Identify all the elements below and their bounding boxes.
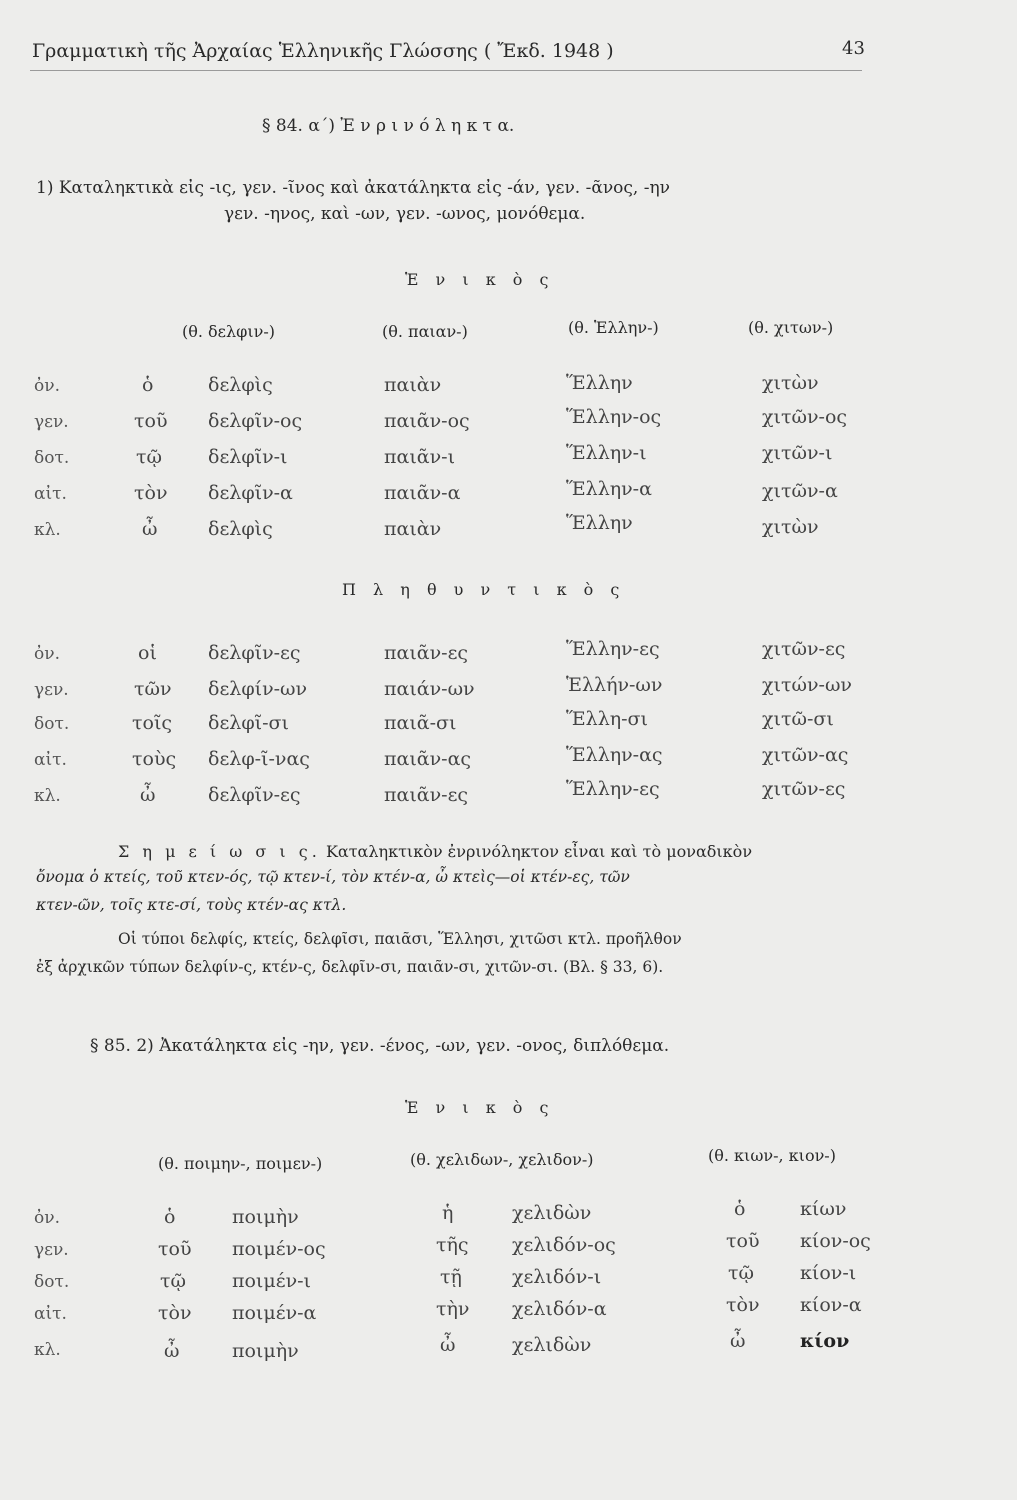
form-cell: Ἑλλήν-ων — [566, 674, 663, 696]
case-label: γεν. — [34, 1240, 69, 1260]
form-cell: χιτὼν — [762, 372, 819, 394]
article: τοῦ — [158, 1238, 192, 1260]
article: ὦ — [730, 1330, 746, 1352]
article: ὁ — [164, 1206, 176, 1228]
form-cell: χιτὼν — [762, 516, 819, 538]
article: τὸν — [726, 1294, 760, 1316]
case-label: κλ. — [34, 520, 61, 540]
singular-title: Ἑ ν ι κ ὸ ς — [405, 270, 555, 289]
article: τῷ — [160, 1270, 187, 1292]
case-label: δοτ. — [34, 448, 70, 468]
section-85-heading: § 85. 2) Ἀκατάληκτα εἰς -ην, γεν. -ένος, -ων, γεν. -ονος, διπλόθεμα. — [90, 1036, 670, 1056]
form-cell: χιτῶν-ας — [762, 744, 849, 766]
article: ὦ — [164, 1340, 180, 1362]
note-line: ἐξ ἀρχικῶν τύπων δελφίν-ς, κτέν-ς, δελφῖν-σι, παιᾶν-σι, χιτῶν-σι. (Βλ. § 33, 6). — [36, 958, 664, 976]
article: τῶν — [134, 678, 172, 700]
form-cell: παιὰν — [384, 374, 442, 396]
form-cell: Ἕλλην-α — [566, 478, 652, 500]
article: τοῦ — [726, 1230, 760, 1252]
article: ὦ — [440, 1334, 456, 1356]
form-cell: παιάν-ων — [384, 678, 475, 700]
form-cell: δελφίν-ων — [208, 678, 308, 700]
case-label: αἰτ. — [34, 750, 67, 770]
article: ὁ — [142, 374, 154, 396]
stem-header: (θ. δελφιν-) — [182, 322, 275, 341]
form-cell: παιᾶν-ας — [384, 748, 472, 770]
form-cell: παιὰν — [384, 518, 442, 540]
form-cell: χελιδόν-ος — [512, 1234, 616, 1256]
stem-header: (θ. Ἑλλην-) — [568, 318, 659, 337]
form-cell: Ἕλλην-ος — [566, 406, 662, 428]
note-line — [118, 842, 752, 861]
singular-title: Ἑ ν ι κ ὸ ς — [405, 1098, 555, 1117]
note-label: Σ η μ ε ί ω σ ι ς. — [118, 842, 321, 861]
header-rule — [30, 70, 862, 71]
form-cell: χελιδὼν — [512, 1334, 592, 1356]
form-cell: δελφῖν-α — [208, 482, 293, 504]
stem-header: (θ. κιων-, κιον-) — [708, 1146, 836, 1165]
form-cell: παιᾶν-ος — [384, 410, 470, 432]
form-cell: παιᾶν-α — [384, 482, 461, 504]
case-label: αἰτ. — [34, 1304, 67, 1324]
form-cell: δελφῖν-ος — [208, 410, 303, 432]
form-cell: δελφ-ῖ-νας — [208, 748, 310, 770]
article: ἡ — [442, 1202, 454, 1224]
article: οἱ — [138, 642, 157, 664]
form-cell: χελιδόν-α — [512, 1298, 607, 1320]
case-label: γεν. — [34, 680, 69, 700]
form-cell: χιτῶν-ος — [762, 406, 848, 428]
form-cell: Ἕλλην-ες — [566, 638, 660, 660]
case-label: αἰτ. — [34, 484, 67, 504]
form-cell: χιτῶ-σι — [762, 708, 834, 730]
form-cell: ποιμέν-α — [232, 1302, 317, 1324]
form-cell: Ἕλλην — [566, 372, 633, 394]
case-label: ὀν. — [34, 644, 60, 664]
form-cell: κίον-ος — [800, 1230, 871, 1252]
form-cell: παιᾶν-ι — [384, 446, 456, 468]
stem-header: (θ. παιαν-) — [382, 322, 468, 341]
form-cell: ποιμέν-ος — [232, 1238, 326, 1260]
case-label: ὀν. — [34, 376, 60, 396]
case-label: κλ. — [34, 786, 61, 806]
form-cell: χιτῶν-α — [762, 480, 838, 502]
case-label: δοτ. — [34, 1272, 70, 1292]
case-label: κλ. — [34, 1340, 61, 1360]
plural-title: Π λ η θ υ ν τ ι κ ὸ ς — [342, 580, 626, 599]
article: τῇ — [440, 1266, 462, 1288]
stem-header: (θ. χελιδων-, χελιδον-) — [410, 1150, 594, 1169]
form-cell: δελφῖν-ες — [208, 642, 301, 664]
form-cell: χιτῶν-ες — [762, 778, 846, 800]
form-cell: χελιδόν-ι — [512, 1266, 602, 1288]
article: ὦ — [140, 784, 156, 806]
note-line: κτεν-ῶν, τοῖς κτε-σί, τοὺς κτέν-ας κτλ. — [36, 896, 347, 914]
note-line: ὄνομα ὁ κτείς, τοῦ κτεν-ός, τῷ κτεν-ί, τὸν κτέν-α, ὦ κτεὶς—οἱ κτέν-ες, τῶν — [36, 868, 630, 886]
rule-line-2: γεν. -ηνος, καὶ -ων, γεν. -ωνος, μονόθεμα. — [224, 204, 586, 224]
form-cell: χιτῶν-ες — [762, 638, 846, 660]
form-cell: κίων — [800, 1198, 847, 1220]
form-cell: παιᾶν-ες — [384, 784, 469, 806]
article: τὴν — [436, 1298, 470, 1320]
article: ὦ — [142, 518, 158, 540]
section-84-heading: § 84. α΄) Ἐ ν ρ ι ν ό λ η κ τ α. — [262, 116, 515, 136]
article: τοῖς — [132, 712, 173, 734]
form-cell: δελφῖν-ι — [208, 446, 288, 468]
article: τοῦ — [134, 410, 168, 432]
form-cell: Ἕλλη-σι — [566, 708, 648, 730]
article: τὸν — [158, 1302, 192, 1324]
case-label: ὀν. — [34, 1208, 60, 1228]
stem-header: (θ. χιτων-) — [748, 318, 834, 337]
rule-line-1: 1) Καταληκτικὰ εἰς -ις, γεν. -ῖνος καὶ ἀκατάληκτα εἰς -άν, γεν. -ᾶνος, -ην — [36, 178, 671, 198]
form-cell: παιᾶ-σι — [384, 712, 457, 734]
case-label: γεν. — [34, 412, 69, 432]
form-cell: Ἕλλην-ες — [566, 778, 660, 800]
form-cell: παιᾶν-ες — [384, 642, 469, 664]
form-cell: δελφῖν-ες — [208, 784, 301, 806]
form-cell: ποιμὴν — [232, 1206, 299, 1228]
note-line: Οἱ τύποι δελφίς, κτείς, δελφῖσι, παιᾶσι, Ἕλλησι, χιτῶσι κτλ. προῆλθον — [118, 930, 682, 948]
form-cell: χιτών-ων — [762, 674, 852, 696]
article: τοὺς — [132, 748, 177, 770]
form-cell: ποιμὴν — [232, 1340, 299, 1362]
article: ὁ — [734, 1198, 746, 1220]
stem-header: (θ. ποιμην-, ποιμεν-) — [158, 1154, 323, 1173]
case-label: δοτ. — [34, 714, 70, 734]
form-cell: χιτῶν-ι — [762, 442, 833, 464]
form-cell: χελιδὼν — [512, 1202, 592, 1224]
running-header: Γραμματικὴ τῆς Ἀρχαίας Ἑλληνικῆς Γλώσσης ( Ἔκδ. 1948 ) — [32, 40, 614, 62]
form-cell: δελφὶς — [208, 374, 273, 396]
article: τῆς — [436, 1234, 469, 1256]
form-cell: κίον-α — [800, 1294, 862, 1316]
form-cell: κίον-ι — [800, 1262, 857, 1284]
form-cell: κίον — [800, 1330, 850, 1352]
article: τῷ — [728, 1262, 755, 1284]
article: τὸν — [134, 482, 168, 504]
form-cell: Ἕλλην-ι — [566, 442, 647, 464]
form-cell: Ἕλλην-ας — [566, 744, 663, 766]
note-text: Καταληκτικὸν ἐνρινόληκτον εἶναι καὶ τὸ μοναδικὸν — [325, 842, 753, 861]
form-cell: δελφῖ-σι — [208, 712, 289, 734]
page-number: 43 — [842, 38, 865, 59]
article: τῷ — [136, 446, 163, 468]
form-cell: ποιμέν-ι — [232, 1270, 311, 1292]
form-cell: δελφὶς — [208, 518, 273, 540]
form-cell: Ἕλλην — [566, 512, 633, 534]
